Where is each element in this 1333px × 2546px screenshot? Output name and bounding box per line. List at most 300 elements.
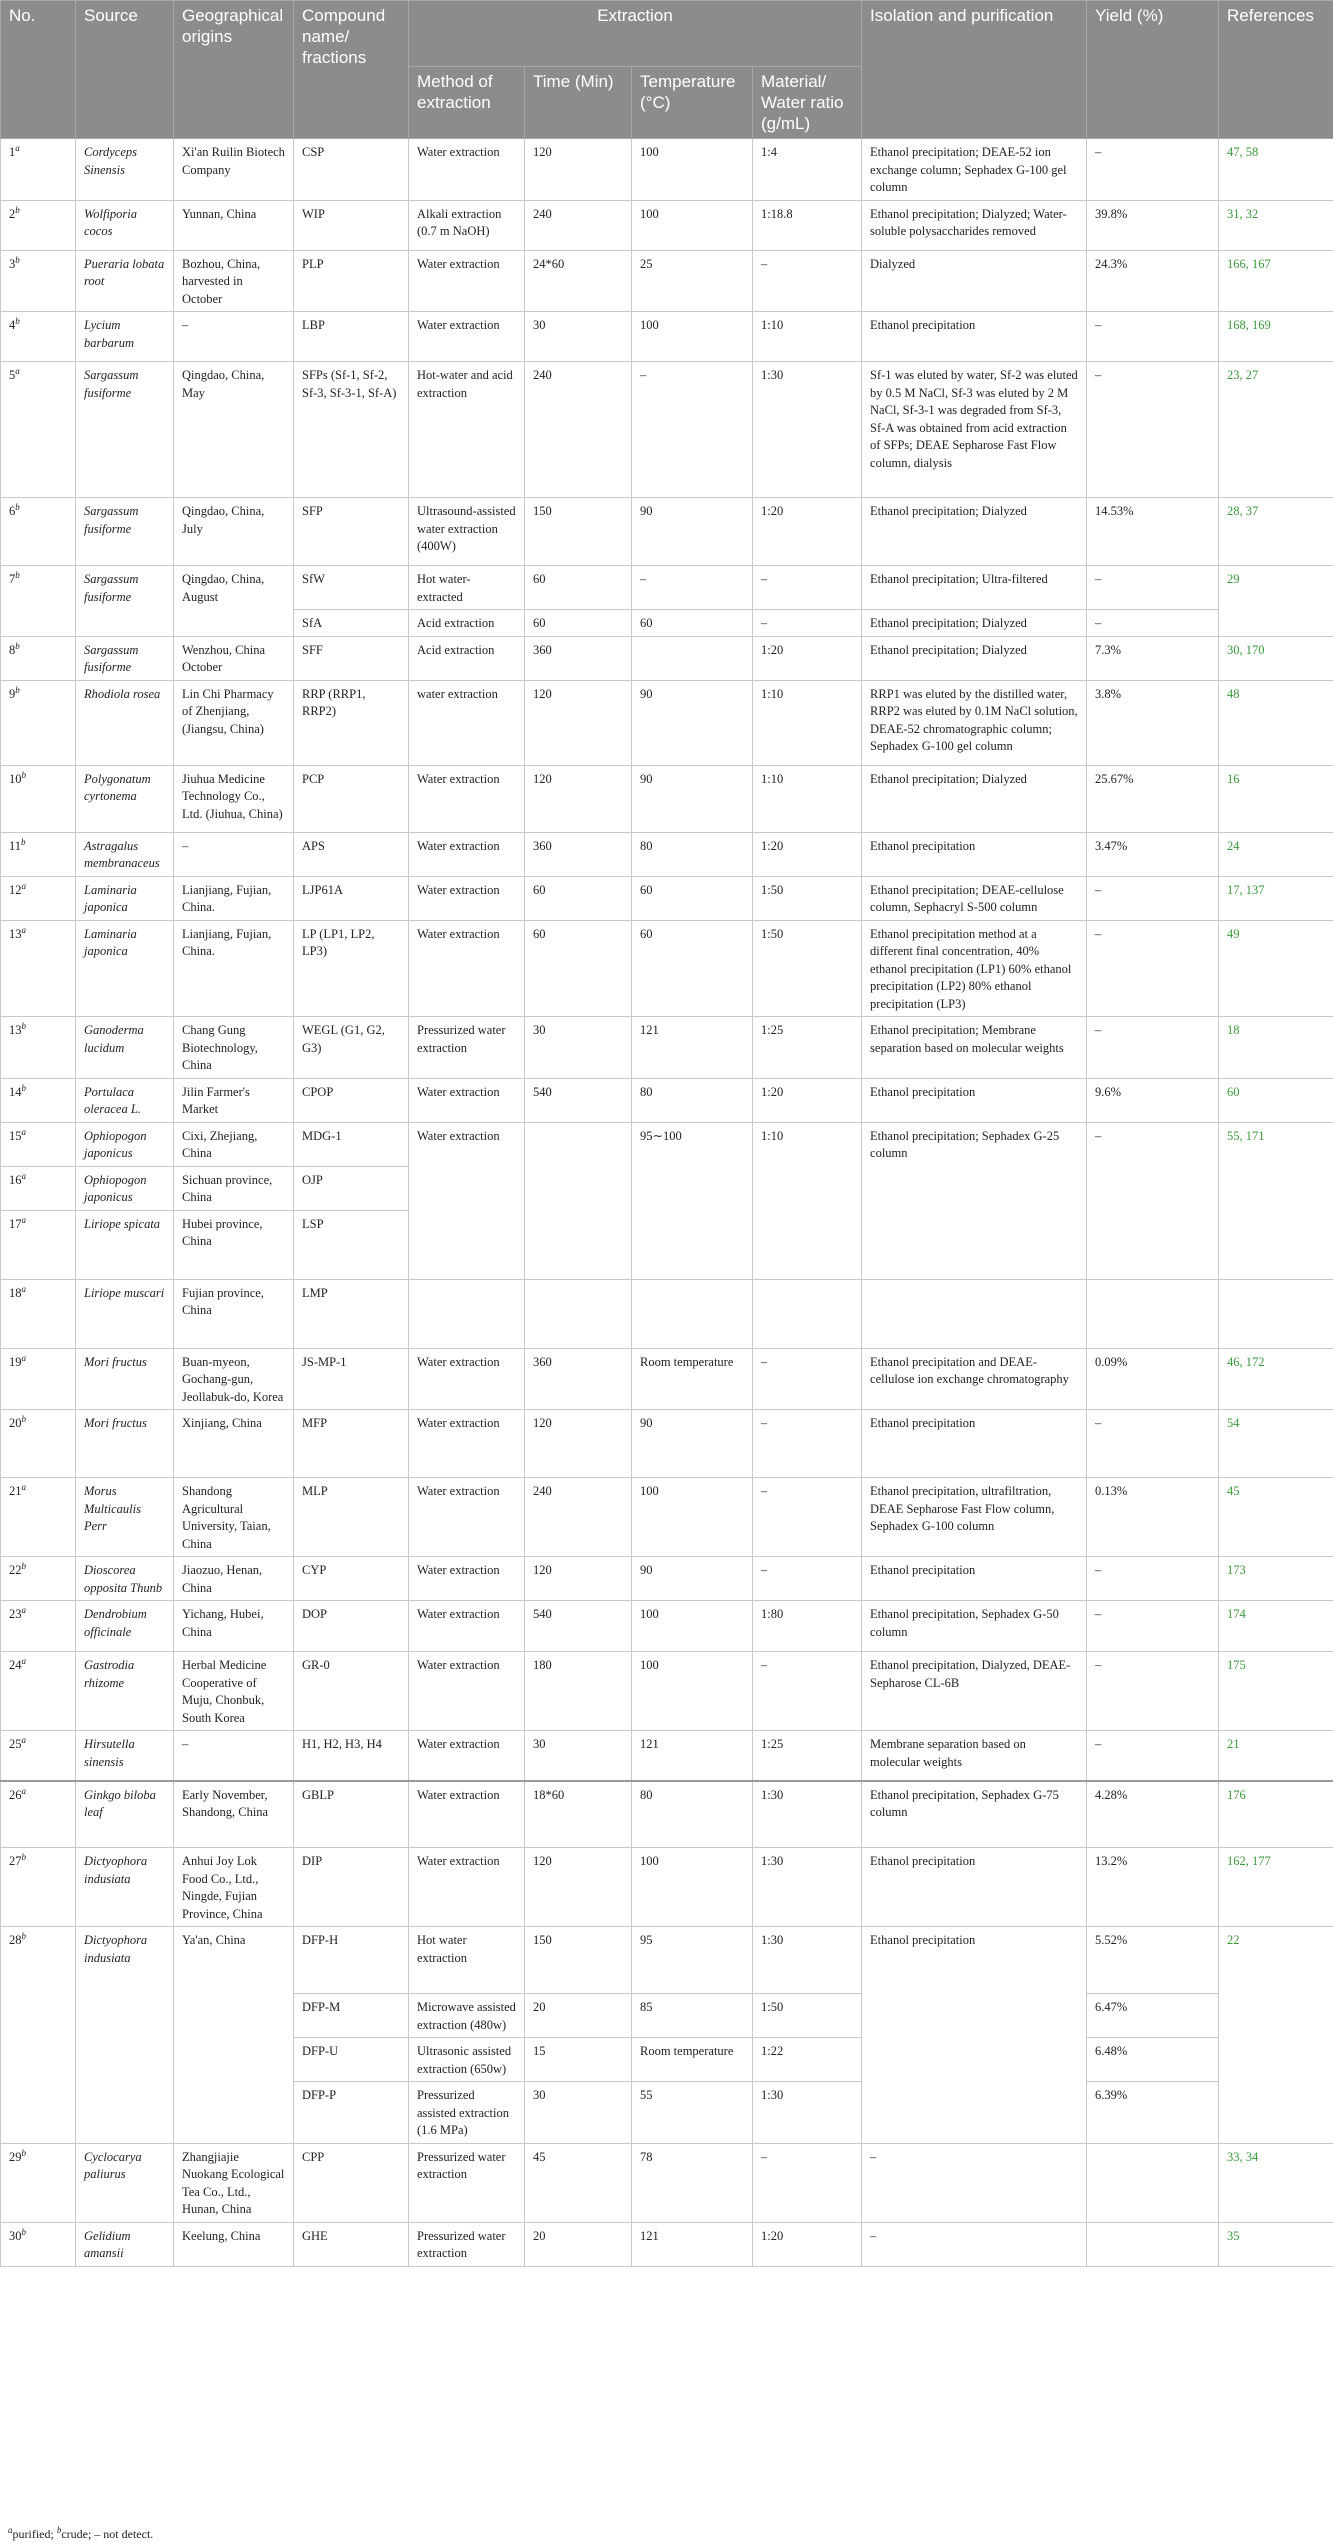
temp-cell: 25	[632, 250, 753, 312]
table-row	[1, 2222, 1333, 2266]
reference-cell: 48	[1219, 680, 1333, 765]
row-number-text: 22	[9, 1563, 22, 1577]
reference-cell: 22	[1219, 1927, 1333, 2144]
table-row	[1, 1781, 1333, 1848]
header-no: No.	[1, 1, 76, 139]
method-cell: Water extraction	[409, 1781, 525, 1848]
table-row	[1, 680, 1333, 765]
header-method: Method of extraction	[409, 67, 525, 139]
compound-cell: CPP	[294, 2143, 409, 2222]
reference-cell: 49	[1219, 920, 1333, 1017]
source-cell: Rhodiola rosea	[76, 680, 174, 765]
source-cell: Sargassum fusiforme	[76, 498, 174, 566]
ratio-cell: 1:10	[753, 680, 862, 765]
geo-cell: Ya'an, China	[174, 1927, 294, 2144]
temp-cell: 90	[632, 680, 753, 765]
isolation-cell: –	[862, 2222, 1087, 2266]
row-number-mark: b	[21, 1413, 26, 1424]
ratio-cell: 1:20	[753, 832, 862, 876]
temp-cell	[632, 1279, 753, 1348]
table-row	[1, 1731, 1333, 1781]
compound-cell: SfA	[294, 610, 409, 637]
row-number	[1, 1601, 76, 1652]
table-row	[1, 1652, 1333, 1731]
geo-cell: Chang Gung Biotechnology, China	[174, 1017, 294, 1079]
row-number-text: 13	[9, 926, 22, 941]
row-number	[1, 1731, 76, 1781]
row-number-mark: a	[21, 1352, 26, 1363]
geo-cell: Qingdao, China, August	[174, 566, 294, 637]
row-number-text: 20	[9, 1416, 22, 1430]
reference-cell: 55, 171	[1219, 1122, 1333, 1279]
row-number-mark: b	[15, 569, 20, 580]
row-number-text: 28	[9, 1933, 22, 1947]
compound-cell: MDG-1	[294, 1122, 409, 1166]
ratio-cell: 1:22	[753, 2038, 862, 2082]
compound-cell: LJP61A	[294, 876, 409, 920]
row-number-mark: a	[21, 1655, 26, 1666]
isolation-cell: Ethanol precipitation, Sephadex G-75 column	[862, 1781, 1087, 1848]
table-body	[1, 139, 1333, 2267]
compound-cell: GHE	[294, 2222, 409, 2266]
table-row	[1, 1557, 1333, 1601]
temp-cell: 100	[632, 139, 753, 201]
ratio-cell: 1:18.8	[753, 200, 862, 250]
row-number	[1, 1410, 76, 1478]
source-cell: Dioscorea opposita Thunb	[76, 1557, 174, 1601]
time-cell: 120	[525, 680, 632, 765]
time-cell: 15	[525, 2038, 632, 2082]
row-number-mark: b	[15, 501, 20, 512]
method-cell: Pressurized assisted extraction (1.6 MPa)	[409, 2082, 525, 2144]
yield-cell: –	[1087, 566, 1219, 610]
ratio-cell: –	[753, 1410, 862, 1478]
row-number-mark: a	[21, 1604, 26, 1615]
isolation-cell: Ethanol precipitation, Sephadex G-50 column	[862, 1601, 1087, 1652]
time-cell: 30	[525, 312, 632, 362]
row-number-mark: b	[21, 1560, 26, 1571]
row-number-text: 11	[9, 838, 22, 853]
row-number	[1, 1017, 76, 1079]
temp-cell: 121	[632, 2222, 753, 2266]
isolation-cell: Ethanol precipitation; Ultra-filtered	[862, 566, 1087, 610]
isolation-cell: Ethanol precipitation; Dialyzed	[862, 610, 1087, 637]
row-number-text: 8	[9, 642, 16, 657]
time-cell: 18*60	[525, 1781, 632, 1848]
row-number-text: 12	[9, 882, 22, 897]
row-number	[1, 1927, 76, 2144]
reference-cell: 17, 137	[1219, 876, 1333, 920]
compound-cell: SFP	[294, 498, 409, 566]
reference-cell: 54	[1219, 1410, 1333, 1478]
time-cell	[525, 1122, 632, 1279]
yield-cell: –	[1087, 876, 1219, 920]
geo-cell: Xi'an Ruilin Biotech Company	[174, 139, 294, 201]
time-cell: 24*60	[525, 250, 632, 312]
header-source: Source	[76, 1, 174, 139]
compound-cell: WEGL (G1, G2, G3)	[294, 1017, 409, 1079]
yield-cell: –	[1087, 312, 1219, 362]
isolation-cell: Sf-1 was eluted by water, Sf-2 was eluted by 0.5 M NaCl, Sf-3 was eluted by 2 M NaCl, Sf-3-1 was degraded from Sf-3, Sf-A was obtained from acid extraction of SFPs; DEAE Sepharose Fast Flow column, dialysis	[862, 362, 1087, 498]
time-cell: 240	[525, 1478, 632, 1557]
isolation-cell: Ethanol precipitation; Dialyzed	[862, 636, 1087, 680]
row-number-text: 2	[9, 206, 16, 221]
table-row	[1, 1348, 1333, 1410]
method-cell: Ultrasonic assisted extraction (650w)	[409, 2038, 525, 2082]
source-cell: Cordyceps Sinensis	[76, 139, 174, 201]
method-cell: Acid extraction	[409, 610, 525, 637]
geo-cell: Early November, Shandong, China	[174, 1781, 294, 1848]
yield-cell: –	[1087, 1122, 1219, 1279]
yield-cell: 4.28%	[1087, 1781, 1219, 1848]
row-number	[1, 1781, 76, 1848]
time-cell: 240	[525, 200, 632, 250]
row-number	[1, 1557, 76, 1601]
row-number-text: 1	[9, 145, 16, 159]
table-row	[1, 139, 1333, 201]
compound-cell: DFP-U	[294, 2038, 409, 2082]
time-cell: 60	[525, 566, 632, 610]
row-number	[1, 832, 76, 876]
table-row	[1, 1848, 1333, 1927]
ratio-cell: –	[753, 1478, 862, 1557]
ratio-cell: 1:30	[753, 2082, 862, 2144]
compound-cell: LBP	[294, 312, 409, 362]
time-cell: 20	[525, 1994, 632, 2038]
ratio-cell: 1:50	[753, 876, 862, 920]
isolation-cell: Ethanol precipitation method at a different final concentration, 40% ethanol precipitation (LP1) 60% ethanol precipitation (LP2) 80% ethanol precipitation (LP3)	[862, 920, 1087, 1017]
table-row	[1, 1122, 1333, 1166]
isolation-cell: Ethanol precipitation	[862, 312, 1087, 362]
row-number	[1, 1166, 76, 1210]
method-cell: Water extraction	[409, 832, 525, 876]
source-cell: Pueraria lobata root	[76, 250, 174, 312]
method-cell: Acid extraction	[409, 636, 525, 680]
yield-cell: 25.67%	[1087, 765, 1219, 832]
method-cell: Pressurized water extraction	[409, 2143, 525, 2222]
table-row	[1, 1927, 1333, 1994]
row-number-text: 27	[9, 1854, 22, 1868]
time-cell	[525, 1279, 632, 1348]
temp-cell: 100	[632, 1848, 753, 1927]
row-number-mark: a	[21, 1785, 26, 1796]
method-cell: Water extraction	[409, 312, 525, 362]
row-number	[1, 312, 76, 362]
yield-cell: 24.3%	[1087, 250, 1219, 312]
header-extraction: Extraction	[409, 1, 862, 67]
temp-cell: 60	[632, 920, 753, 1017]
temp-cell: 60	[632, 876, 753, 920]
reference-cell: 21	[1219, 1731, 1333, 1781]
isolation-cell: Ethanol precipitation; Membrane separation based on molecular weights	[862, 1017, 1087, 1079]
temp-cell: 121	[632, 1731, 753, 1781]
row-number	[1, 1652, 76, 1731]
source-cell: Laminaria japonica	[76, 920, 174, 1017]
temp-cell: 95	[632, 1927, 753, 1994]
geo-cell: Jilin Farmer's Market	[174, 1078, 294, 1122]
reference-cell: 173	[1219, 1557, 1333, 1601]
yield-cell: –	[1087, 920, 1219, 1017]
temp-cell: 100	[632, 200, 753, 250]
geo-cell: Cixi, Zhejiang, China	[174, 1122, 294, 1166]
source-cell: Sargassum fusiforme	[76, 362, 174, 498]
reference-cell: 23, 27	[1219, 362, 1333, 498]
yield-cell: –	[1087, 1410, 1219, 1478]
source-cell: Liriope spicata	[76, 1210, 174, 1279]
geo-cell: Herbal Medicine Cooperative of Muju, Chonbuk, South Korea	[174, 1652, 294, 1731]
method-cell: Pressurized water extraction	[409, 2222, 525, 2266]
row-number-text: 6	[9, 504, 16, 518]
time-cell: 60	[525, 876, 632, 920]
reference-cell: 16	[1219, 765, 1333, 832]
table-row	[1, 765, 1333, 832]
row-number-text: 23	[9, 1607, 22, 1621]
ratio-cell: 1:20	[753, 636, 862, 680]
yield-cell: –	[1087, 1601, 1219, 1652]
row-number	[1, 920, 76, 1017]
method-cell: Pressurized water extraction	[409, 1017, 525, 1079]
source-cell: Sargassum fusiforme	[76, 636, 174, 680]
ratio-cell: 1:4	[753, 139, 862, 201]
temp-cell: 100	[632, 1601, 753, 1652]
temp-cell: 121	[632, 1017, 753, 1079]
reference-cell: 60	[1219, 1078, 1333, 1122]
time-cell: 30	[525, 1731, 632, 1781]
footnote-a-mark: a	[8, 2525, 13, 2535]
isolation-cell: Ethanol precipitation; Dialyzed; Water-soluble polysaccharides removed	[862, 200, 1087, 250]
yield-cell: 3.8%	[1087, 680, 1219, 765]
geo-cell: Qingdao, China, May	[174, 362, 294, 498]
reference-cell: 29	[1219, 566, 1333, 637]
row-number-text: 21	[9, 1484, 22, 1498]
yield-cell	[1087, 2143, 1219, 2222]
row-number	[1, 139, 76, 201]
compound-cell: CPOP	[294, 1078, 409, 1122]
geo-cell: Lianjiang, Fujian, China.	[174, 920, 294, 1017]
temp-cell: 80	[632, 832, 753, 876]
yield-cell: –	[1087, 610, 1219, 637]
isolation-cell: Ethanol precipitation	[862, 1927, 1087, 2144]
source-cell: Mori fructus	[76, 1410, 174, 1478]
source-cell: Ophiopogon japonicus	[76, 1122, 174, 1166]
source-cell: Portulaca oleracea L.	[76, 1078, 174, 1122]
table-row	[1, 1601, 1333, 1652]
isolation-cell: Ethanol precipitation	[862, 1848, 1087, 1927]
time-cell: 30	[525, 2082, 632, 2144]
isolation-cell	[862, 1279, 1087, 1348]
row-number-mark: b	[15, 254, 20, 265]
temp-cell: 100	[632, 312, 753, 362]
isolation-cell: –	[862, 2143, 1087, 2222]
row-number-mark: a	[21, 1734, 26, 1745]
compound-cell: DFP-H	[294, 1927, 409, 1994]
time-cell: 540	[525, 1601, 632, 1652]
reference-cell: 174	[1219, 1601, 1333, 1652]
temp-cell: 95∼100	[632, 1122, 753, 1279]
geo-cell: Shandong Agricultural University, Taian, China	[174, 1478, 294, 1557]
yield-cell: –	[1087, 139, 1219, 201]
table-row	[1, 1279, 1333, 1348]
source-cell: Liriope muscari	[76, 1279, 174, 1348]
time-cell: 60	[525, 920, 632, 1017]
method-cell: Water extraction	[409, 920, 525, 1017]
row-number	[1, 1348, 76, 1410]
ratio-cell: 1:25	[753, 1731, 862, 1781]
method-cell: Water extraction	[409, 1601, 525, 1652]
compound-cell: WIP	[294, 200, 409, 250]
method-cell	[409, 1279, 525, 1348]
row-number-text: 18	[9, 1285, 22, 1300]
reference-cell: 31, 32	[1219, 200, 1333, 250]
row-number-mark: b	[15, 315, 20, 326]
compound-cell: OJP	[294, 1166, 409, 1210]
source-cell: Sargassum fusiforme	[76, 566, 174, 637]
row-number-mark: a	[21, 1283, 26, 1294]
header-time: Time (Min)	[525, 67, 632, 139]
source-cell: Morus Multicaulis Perr	[76, 1478, 174, 1557]
geo-cell: Xinjiang, China	[174, 1410, 294, 1478]
row-number-mark: b	[21, 1930, 26, 1941]
row-number-mark: a	[15, 365, 20, 376]
geo-cell: Wenzhou, China October	[174, 636, 294, 680]
yield-cell: 13.2%	[1087, 1848, 1219, 1927]
method-cell: Water extraction	[409, 1348, 525, 1410]
compound-cell: APS	[294, 832, 409, 876]
header-references: References	[1219, 1, 1333, 139]
method-cell: Water extraction	[409, 139, 525, 201]
ratio-cell: 1:25	[753, 1017, 862, 1079]
isolation-cell: Ethanol precipitation; DEAE-cellulose column, Sephacryl S-500 column	[862, 876, 1087, 920]
reference-cell: 168, 169	[1219, 312, 1333, 362]
ratio-cell	[753, 1279, 862, 1348]
ratio-cell: 1:30	[753, 1848, 862, 1927]
yield-cell: 0.13%	[1087, 1478, 1219, 1557]
reference-cell: 45	[1219, 1478, 1333, 1557]
row-number-mark: b	[15, 640, 20, 651]
header-geo: Geographical origins	[174, 1, 294, 139]
source-cell: Dictyophora indusiata	[76, 1848, 174, 1927]
source-cell: Polygonatum cyrtonema	[76, 765, 174, 832]
row-number-text: 16	[9, 1172, 22, 1187]
row-number-mark: b	[21, 2226, 26, 2237]
time-cell: 150	[525, 498, 632, 566]
source-cell: Lycium barbarum	[76, 312, 174, 362]
table-row	[1, 566, 1333, 610]
row-number-text: 9	[9, 686, 16, 701]
isolation-cell: Ethanol precipitation and DEAE-cellulose ion exchange chromatography	[862, 1348, 1087, 1410]
yield-cell: 39.8%	[1087, 200, 1219, 250]
row-number	[1, 1078, 76, 1122]
row-number-text: 5	[9, 368, 16, 382]
time-cell: 120	[525, 1848, 632, 1927]
compound-cell: CYP	[294, 1557, 409, 1601]
temp-cell: –	[632, 566, 753, 610]
table-row	[1, 1478, 1333, 1557]
geo-cell: –	[174, 1731, 294, 1781]
row-number-mark: a	[21, 880, 26, 891]
reference-cell: 24	[1219, 832, 1333, 876]
compound-cell: GR-0	[294, 1652, 409, 1731]
geo-cell: Keelung, China	[174, 2222, 294, 2266]
ratio-cell: –	[753, 610, 862, 637]
row-number-mark: a	[21, 1170, 26, 1181]
temp-cell: 90	[632, 1557, 753, 1601]
geo-cell: Lianjiang, Fujian, China.	[174, 876, 294, 920]
row-number-text: 30	[9, 2228, 22, 2243]
compound-cell: PCP	[294, 765, 409, 832]
yield-cell: 7.3%	[1087, 636, 1219, 680]
row-number-mark: a	[21, 1126, 26, 1137]
row-number-text: 26	[9, 1787, 22, 1802]
isolation-cell: Ethanol precipitation; Dialyzed	[862, 765, 1087, 832]
compound-cell: DIP	[294, 1848, 409, 1927]
time-cell: 120	[525, 1410, 632, 1478]
temp-cell: 90	[632, 1410, 753, 1478]
row-number-text: 13	[9, 1023, 22, 1037]
row-number-text: 25	[9, 1737, 22, 1751]
source-cell: Laminaria japonica	[76, 876, 174, 920]
geo-cell: Qingdao, China, July	[174, 498, 294, 566]
table-header	[1, 1, 1333, 139]
row-number-text: 4	[9, 318, 16, 332]
row-number	[1, 876, 76, 920]
row-number-text: 7	[9, 572, 16, 586]
reference-cell: 33, 34	[1219, 2143, 1333, 2222]
reference-cell: 175	[1219, 1652, 1333, 1731]
temp-cell: Room temperature	[632, 2038, 753, 2082]
row-number	[1, 636, 76, 680]
geo-cell: Yichang, Hubei, China	[174, 1601, 294, 1652]
header-yield: Yield (%)	[1087, 1, 1219, 139]
compound-cell: RRP (RRP1, RRP2)	[294, 680, 409, 765]
yield-cell: 3.47%	[1087, 832, 1219, 876]
time-cell: 360	[525, 1348, 632, 1410]
row-number-mark: b	[15, 204, 20, 215]
method-cell: Water extraction	[409, 765, 525, 832]
yield-cell: –	[1087, 1731, 1219, 1781]
compound-cell: SfW	[294, 566, 409, 610]
row-number	[1, 2222, 76, 2266]
header-compound: Compound name/ fractions	[294, 1, 409, 139]
reference-cell: 28, 37	[1219, 498, 1333, 566]
temp-cell: 90	[632, 498, 753, 566]
ratio-cell: 1:20	[753, 498, 862, 566]
header-isolation: Isolation and purification	[862, 1, 1087, 139]
method-cell: Water extraction	[409, 1848, 525, 1927]
method-cell: Water extraction	[409, 1652, 525, 1731]
compound-cell: DFP-M	[294, 1994, 409, 2038]
temp-cell: 80	[632, 1078, 753, 1122]
table-row	[1, 200, 1333, 250]
row-number-mark: a	[21, 924, 26, 935]
temp-cell: 78	[632, 2143, 753, 2222]
ratio-cell: –	[753, 566, 862, 610]
footnote-a-text: purified;	[12, 2527, 57, 2541]
row-number	[1, 765, 76, 832]
yield-cell: 14.53%	[1087, 498, 1219, 566]
ratio-cell: 1:20	[753, 2222, 862, 2266]
method-cell: Hot water-extracted	[409, 566, 525, 610]
table-row	[1, 832, 1333, 876]
time-cell: 120	[525, 765, 632, 832]
reference-cell: 47, 58	[1219, 139, 1333, 201]
table-row	[1, 1078, 1333, 1122]
table-row	[1, 250, 1333, 312]
temp-cell: 100	[632, 1478, 753, 1557]
reference-cell	[1219, 1279, 1333, 1348]
row-number	[1, 200, 76, 250]
ratio-cell: 1:30	[753, 1927, 862, 1994]
